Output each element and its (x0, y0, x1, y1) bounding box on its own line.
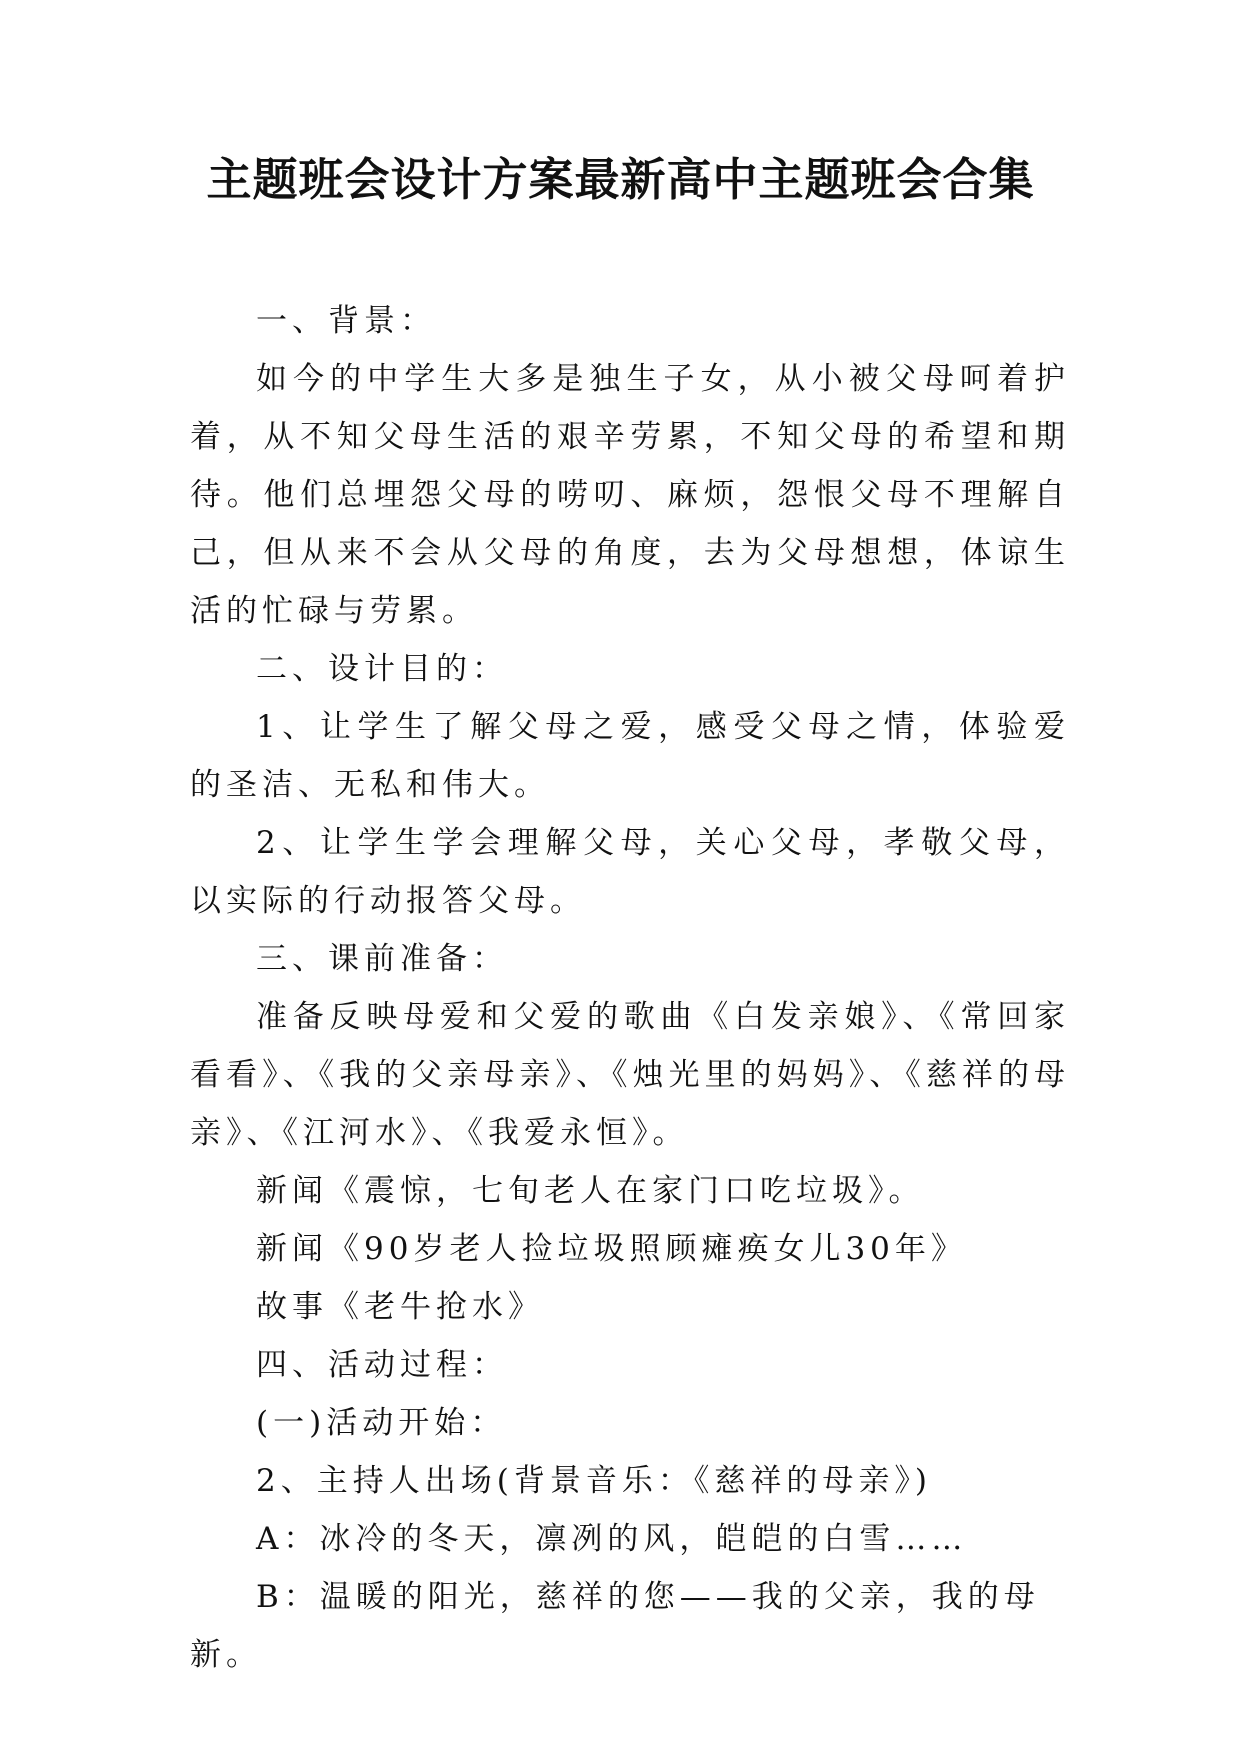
background-paragraph: 如今的中学生大多是独生子女，从小被父母呵着护着，从不知父母生活的艰辛劳累，不知父母的希望和期待。他们总埋怨父母的唠叨、麻烦，怨恨父母不理解自己，但从来不会从父母的角度，去为父母想想，体谅生活的忙碌与劳累。 (190, 361, 1070, 629)
preparation-news-1: 新闻《震惊，七旬老人在家门口吃垃圾》。 (256, 1173, 925, 1209)
objective-item-1: 1、让学生了解父母之爱，感受父母之情，体验爱的圣洁、无私和伟大。 (190, 709, 1070, 803)
objective-item-2: 2、让学生学会理解父母，关心父母，孝敬父母，以实际的行动报答父母。 (190, 825, 1070, 919)
section-heading-background: 一、背景： (256, 303, 436, 339)
section-heading-objectives: 二、设计目的： (256, 651, 508, 687)
dialogue-line-b: B：温暖的阳光，慈祥的您——我的父亲，我的母新。 (190, 1579, 1040, 1673)
process-host-entrance: 2、主持人出场(背景音乐：《慈祥的母亲》) (256, 1463, 932, 1499)
process-step-start: (一)活动开始： (256, 1405, 507, 1441)
document-body (190, 292, 1070, 1684)
preparation-story: 故事《老牛抢水》 (256, 1289, 544, 1325)
section-heading-preparation: 三、课前准备： (256, 941, 508, 977)
section-heading-process: 四、活动过程： (256, 1347, 508, 1383)
document-title: 主题班会设计方案最新高中主题班会合集 (206, 153, 1035, 206)
preparation-news-2: 新闻《90岁老人捡垃圾照顾瘫痪女儿30年》 (256, 1231, 967, 1267)
preparation-songs: 准备反映母爱和父爱的歌曲《白发亲娘》、《常回家看看》、《我的父亲母亲》、《烛光里的妈妈》、《慈祥的母亲》、《江河水》、《我爱永恒》。 (190, 999, 1070, 1151)
dialogue-line-a: A：冰冷的冬天，凛冽的风，皑皑的白雪…… (256, 1521, 968, 1557)
